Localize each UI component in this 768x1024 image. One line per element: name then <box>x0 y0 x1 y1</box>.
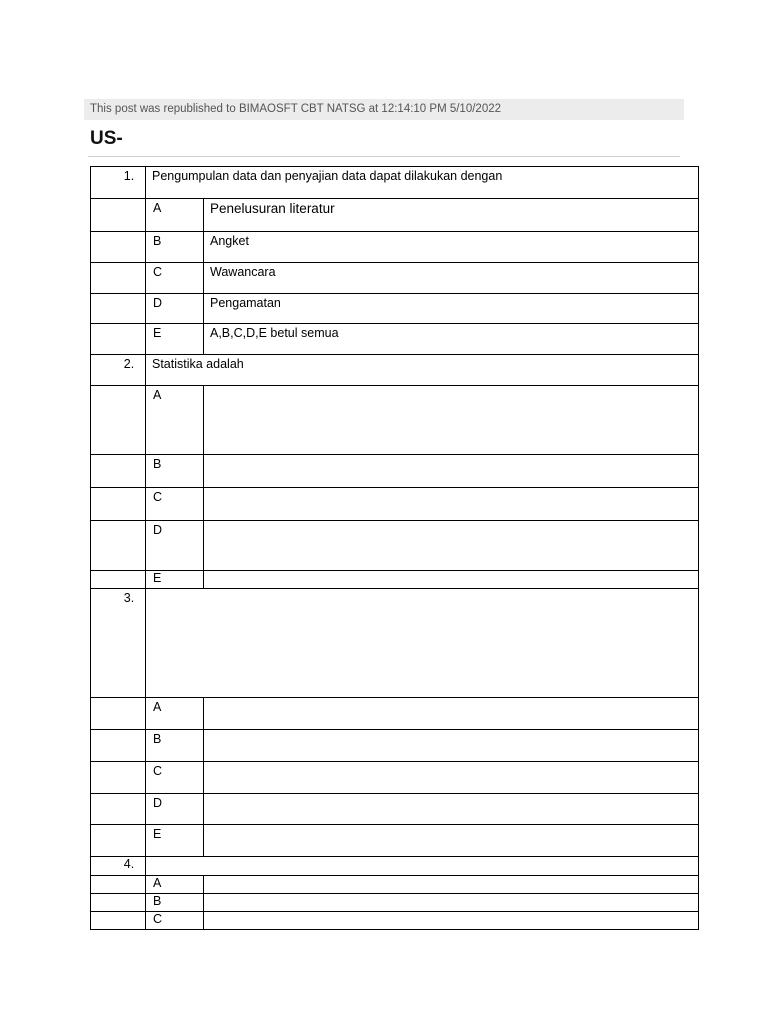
option-row <box>91 263 699 294</box>
option-letter: D <box>146 521 204 571</box>
option-letter: C <box>146 263 204 294</box>
option-text <box>204 386 699 455</box>
option-row <box>91 912 699 930</box>
option-row <box>91 455 699 488</box>
option-text <box>204 876 699 894</box>
option-letter: C <box>146 762 204 794</box>
option-text <box>204 571 699 589</box>
option-text <box>204 488 699 521</box>
option-row <box>91 521 699 571</box>
option-letter: A <box>146 876 204 894</box>
option-letter: B <box>146 730 204 762</box>
question-table <box>90 166 699 930</box>
option-letter: B <box>146 894 204 912</box>
option-row <box>91 571 699 589</box>
question-number: 2. <box>91 355 146 386</box>
option-row <box>91 762 699 794</box>
option-letter: A <box>146 199 204 232</box>
option-letter: A <box>146 698 204 730</box>
option-row <box>91 794 699 825</box>
option-row <box>91 199 699 232</box>
option-row <box>91 294 699 324</box>
option-letter: E <box>146 825 204 857</box>
option-row <box>91 698 699 730</box>
question-number: 1. <box>91 167 146 199</box>
option-letter: E <box>146 324 204 355</box>
question-row <box>91 167 699 199</box>
option-row <box>91 232 699 263</box>
option-text: Angket <box>204 232 699 263</box>
option-letter: D <box>146 794 204 825</box>
option-text <box>204 455 699 488</box>
question-row <box>91 355 699 386</box>
option-row <box>91 730 699 762</box>
option-row <box>91 386 699 455</box>
question-text <box>146 589 699 698</box>
option-text: Wawancara <box>204 263 699 294</box>
question-row <box>91 589 699 698</box>
option-row <box>91 876 699 894</box>
option-letter: E <box>146 571 204 589</box>
page-title: US- <box>90 128 123 149</box>
option-text <box>204 521 699 571</box>
title-divider <box>88 156 680 157</box>
option-text <box>204 794 699 825</box>
option-row <box>91 894 699 912</box>
option-text <box>204 762 699 794</box>
republish-banner: This post was republished to BIMAOSFT CBT NATSG at 12:14:10 PM 5/10/2022 <box>84 99 684 120</box>
option-text: A,B,C,D,E betul semua <box>204 324 699 355</box>
option-text <box>204 730 699 762</box>
question-number: 3. <box>91 589 146 698</box>
option-letter: B <box>146 455 204 488</box>
option-row <box>91 488 699 521</box>
option-text <box>204 825 699 857</box>
option-letter: D <box>146 294 204 324</box>
option-text <box>204 912 699 930</box>
option-text: Penelusuran literatur <box>204 199 699 232</box>
question-text: Pengumpulan data dan penyajian data dapat dilakukan dengan <box>146 167 699 199</box>
option-row <box>91 825 699 857</box>
option-text: Pengamatan <box>204 294 699 324</box>
option-letter: C <box>146 912 204 930</box>
question-row <box>91 857 699 876</box>
option-letter: B <box>146 232 204 263</box>
option-letter: A <box>146 386 204 455</box>
option-letter: C <box>146 488 204 521</box>
question-number: 4. <box>91 857 146 876</box>
option-row <box>91 324 699 355</box>
question-text: Statistika adalah <box>146 355 699 386</box>
question-text <box>146 857 699 876</box>
option-text <box>204 894 699 912</box>
option-text <box>204 698 699 730</box>
